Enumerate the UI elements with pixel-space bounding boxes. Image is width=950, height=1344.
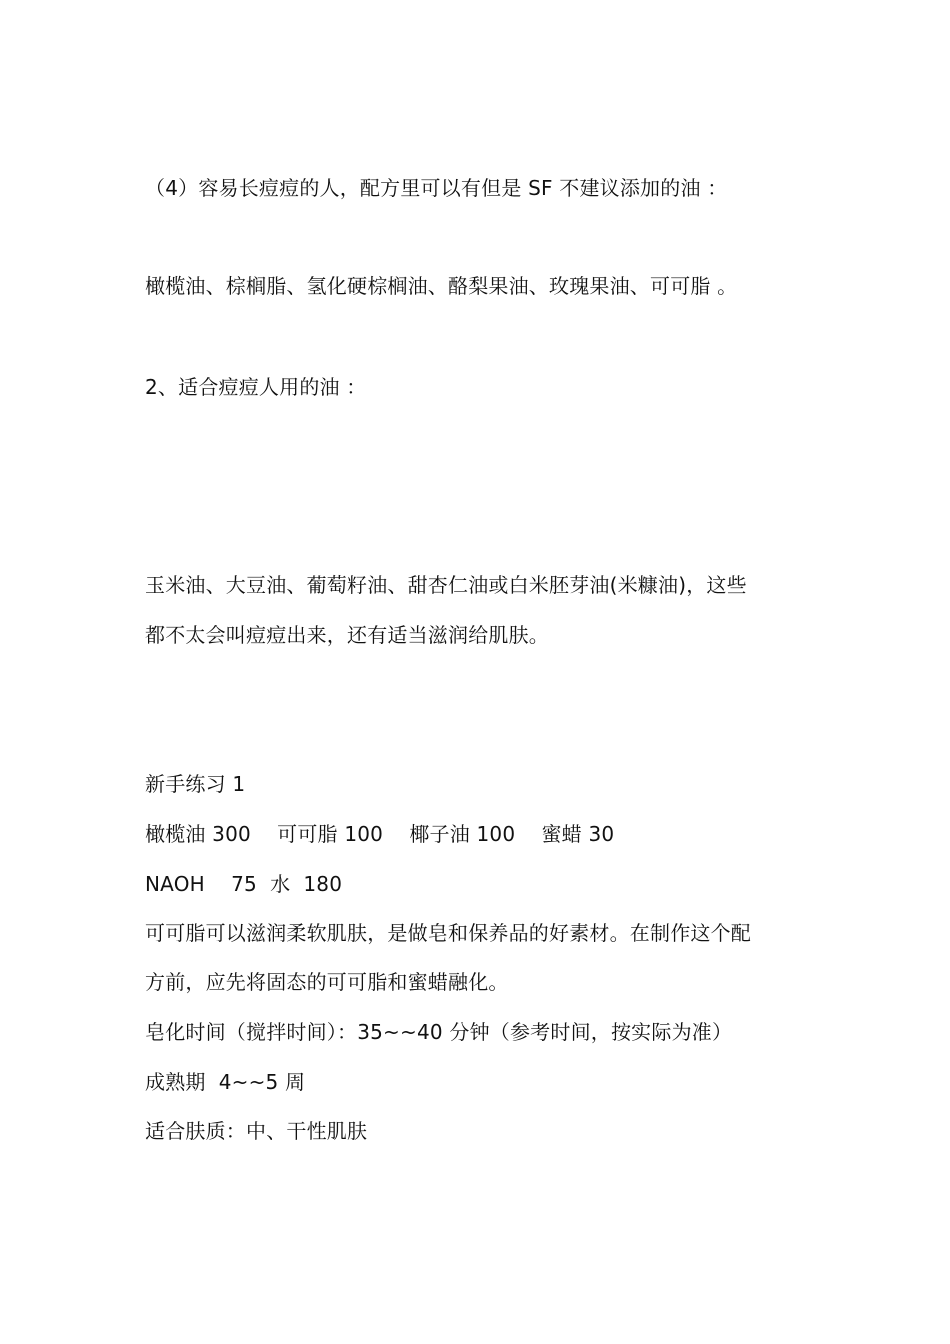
oil-list-not-recommended: 橄榄油、棕榈脂、氢化硬棕榈油、酪梨果油、玫瑰果油、可可脂 。 <box>145 274 738 298</box>
recipe-cure-period: 成熟期 4~~5 周 <box>145 1070 306 1094</box>
suitable-oils-line-1: 玉米油、大豆油、葡萄籽油、甜杏仁油或白米胚芽油(米糠油)，这些 <box>145 573 747 597</box>
recipe-oils-line: 橄榄油 300 可可脂 100 椰子油 100 蜜蜡 30 <box>145 822 615 846</box>
section-heading-suitable-oils: 2、适合痘痘人用的油 ： <box>145 375 367 399</box>
recipe-note-line-1: 可可脂可以滋润柔软肌肤，是做皂和保养品的好素材。在制作这个配 <box>145 921 751 945</box>
recipe-skin-type: 适合肤质：中、干性肌肤 <box>145 1119 368 1143</box>
section-heading-acne-not-recommended: （4）容易长痘痘的人，配方里可以有但是 SF 不建议添加的油 ： <box>145 176 728 200</box>
recipe-note-line-2: 方前，应先将固态的可可脂和蜜蜡融化。 <box>145 970 509 994</box>
recipe-lye-line: NAOH 75 水 180 <box>145 872 343 896</box>
suitable-oils-line-2: 都不太会叫痘痘出来，还有适当滋润给肌肤。 <box>145 623 549 647</box>
recipe-trace-time: 皂化时间（搅拌时间）：35~~40 分钟（参考时间，按实际为准） <box>145 1020 733 1044</box>
recipe-title: 新手练习 1 <box>145 772 246 796</box>
